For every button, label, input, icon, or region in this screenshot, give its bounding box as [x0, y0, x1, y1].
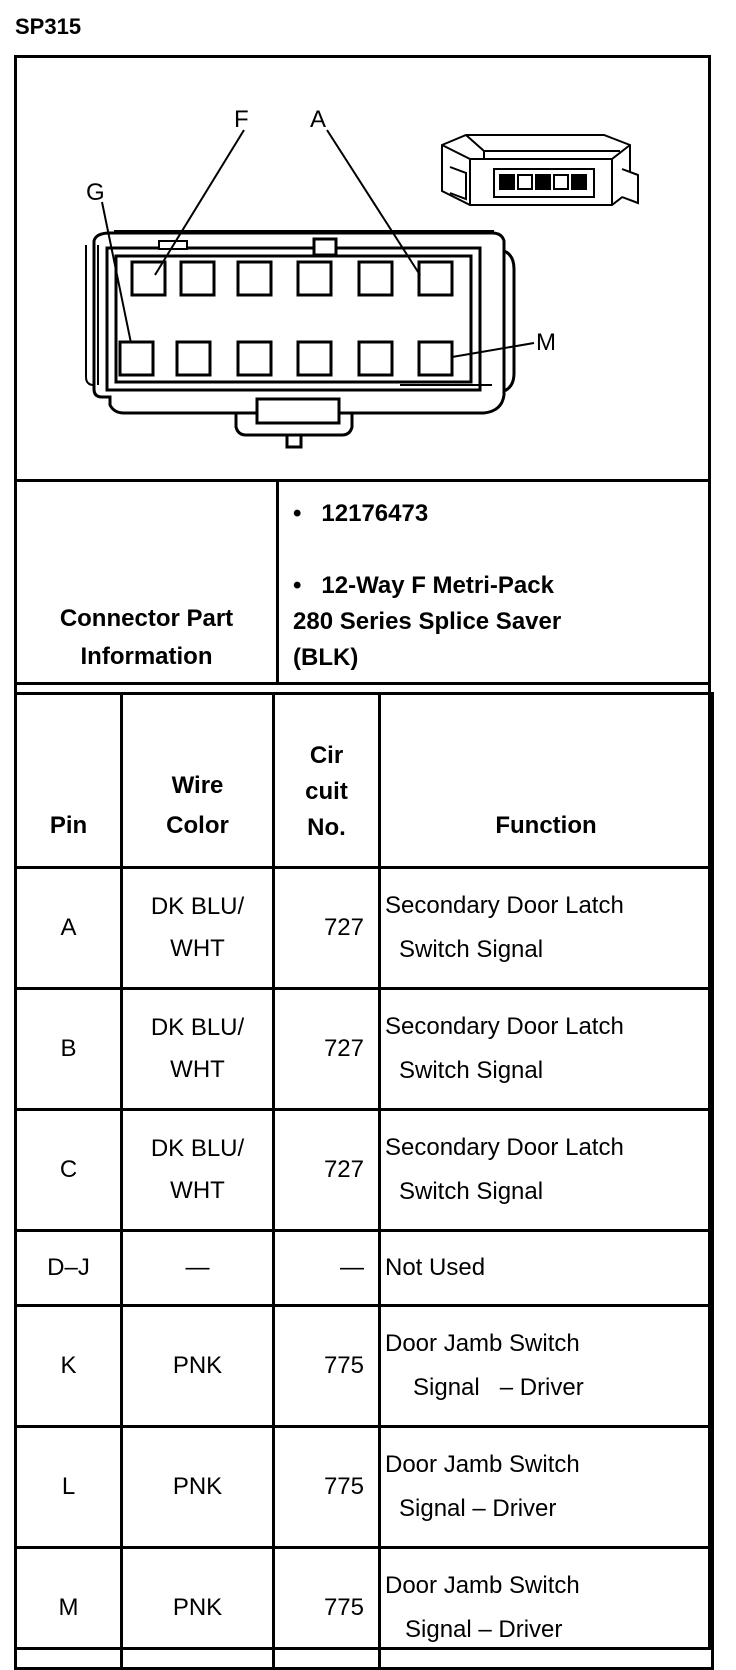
pin-cell: L [16, 1427, 122, 1548]
pin-cell: D–J [16, 1231, 122, 1306]
function-cell: Secondary Door Latch Switch Signal [380, 1110, 713, 1231]
connector-desc-line3: (BLK) [293, 644, 359, 671]
function-cell: Secondary Door Latch Switch Signal [380, 868, 713, 989]
label-m: M [536, 329, 556, 356]
function-cell: Not Used [380, 1231, 713, 1306]
pin-table-header [16, 694, 713, 868]
cavity-row-bottom [120, 342, 452, 375]
label-g: G [86, 179, 105, 206]
pin-table [14, 692, 714, 1670]
table-row [16, 1110, 713, 1231]
part-number: 12176473 [321, 500, 429, 527]
connector-isometric-icon [442, 135, 638, 205]
connector-info-label-line2: Information [80, 643, 213, 670]
connector-diagram [14, 55, 711, 480]
wire-color-cell: DK BLU/ WHT [122, 989, 274, 1110]
function-cell: Secondary Door Latch Switch Signal [380, 989, 713, 1110]
table-row [16, 1231, 713, 1306]
table-row [16, 868, 713, 989]
table-row [16, 1548, 713, 1669]
wire-color-cell: PNK [122, 1548, 274, 1669]
connector-info-table [14, 479, 711, 685]
wire-color-cell: DK BLU/ WHT [122, 1110, 274, 1231]
pin-cell: A [16, 868, 122, 989]
header-function: Function [380, 694, 713, 868]
circuit-cell: 775 [274, 1306, 380, 1427]
pin-cell: K [16, 1306, 122, 1427]
wire-color-cell: DK BLU/ WHT [122, 868, 274, 989]
wire-color-cell: PNK [122, 1427, 274, 1548]
function-cell: Door Jamb Switch Signal – Driver [380, 1306, 713, 1427]
cavity-row-top [132, 262, 452, 295]
connector-info-values [278, 481, 710, 684]
part-number-item: • 12176473 [293, 500, 429, 527]
header-circuit-no: Cir cuit No. [274, 694, 380, 868]
table-row [16, 1306, 713, 1427]
connector-desc-line1: 12-Way F Metri-Pack [321, 572, 554, 599]
function-cell: Door Jamb Switch Signal – Driver [380, 1427, 713, 1548]
page-title: SP315 [15, 14, 82, 39]
connector-desc-line2: 280 Series Splice Saver [293, 608, 562, 635]
pin-cell: M [16, 1548, 122, 1669]
table-row [16, 989, 713, 1110]
label-a: A [310, 106, 327, 133]
label-f: F [234, 106, 249, 133]
connector-info-label-line1: Connector Part [59, 605, 234, 632]
function-cell: Door Jamb Switch Signal – Driver [380, 1548, 713, 1669]
header-wire-color: Wire Color [122, 694, 274, 868]
circuit-cell: 727 [274, 1110, 380, 1231]
circuit-cell: 775 [274, 1427, 380, 1548]
connector-info-label [16, 481, 278, 684]
pin-cell: B [16, 989, 122, 1110]
circuit-cell: 727 [274, 989, 380, 1110]
pin-cell: C [16, 1110, 122, 1231]
circuit-cell: — [274, 1231, 380, 1306]
circuit-cell: 775 [274, 1548, 380, 1669]
header-pin: Pin [16, 694, 122, 868]
connector-description: • 12-Way F Metri-Pack 280 Series Splice Saver (BLK) [293, 568, 708, 676]
wire-color-cell: PNK [122, 1306, 274, 1427]
table-row [16, 1427, 713, 1548]
circuit-cell: 727 [274, 868, 380, 989]
wire-color-cell: — [122, 1231, 274, 1306]
